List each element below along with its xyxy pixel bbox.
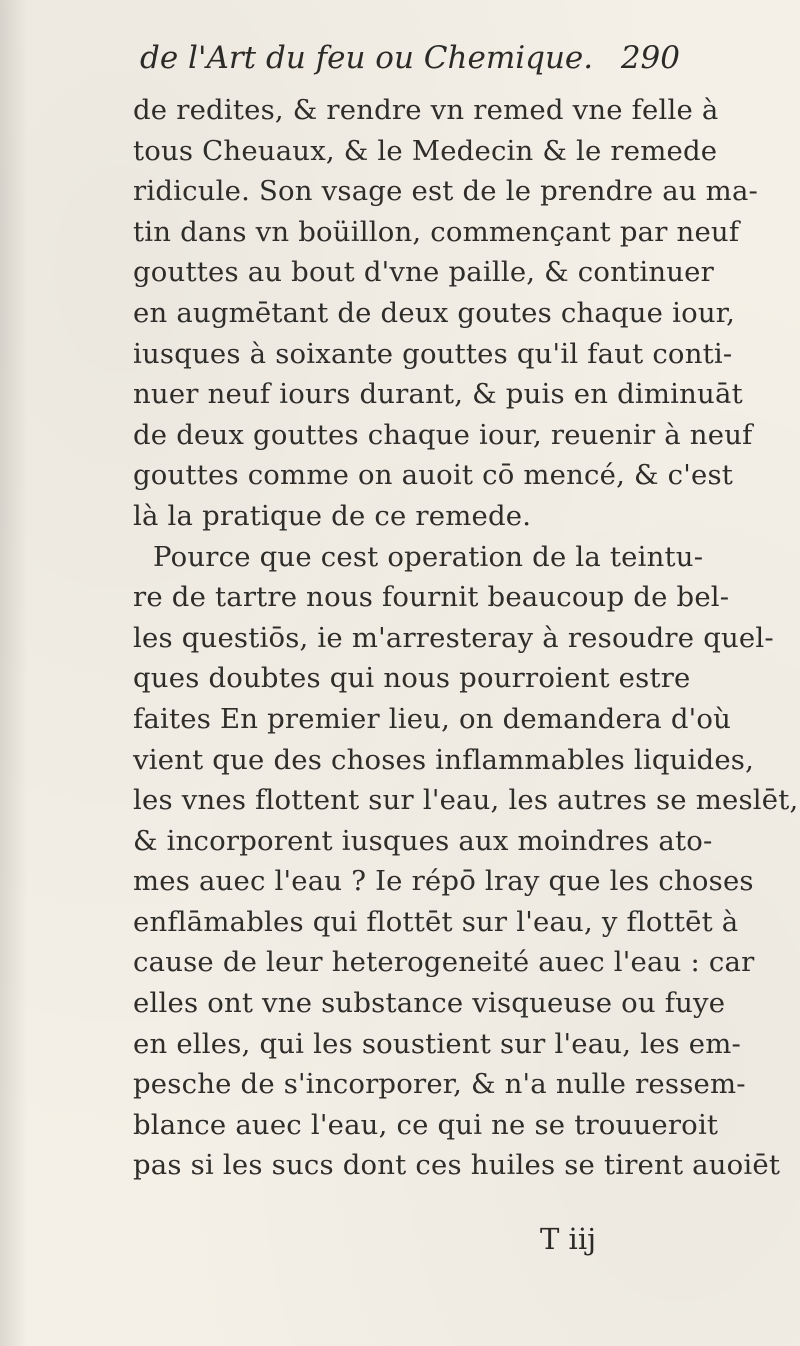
text-line: en elles, qui les soustient sur l'eau, les em-: [133, 1027, 742, 1060]
text-line: iusques à soixante gouttes qu'il faut conti-: [133, 337, 733, 370]
text-line: cause de leur heterogeneité auec l'eau : car: [133, 946, 755, 979]
text-line: tous Cheuaux, & le Medecin & le remede: [133, 134, 718, 167]
text-line: nuer neuf iours durant, & puis en diminuāt: [133, 378, 743, 411]
text-line: blance auec l'eau, ce qui ne se trouueroit: [133, 1108, 719, 1141]
text-line: vient que des choses inflammables liquides,: [133, 743, 755, 776]
text-line: Pource que cest operation de la teintu-: [153, 540, 704, 573]
text-line: mes auec l'eau ? Ie répō lray que les choses: [133, 865, 754, 898]
text-line: gouttes comme on auoit cō mencé, & c'est: [133, 459, 734, 492]
running-title: de l'Art du feu ou Chemique.: [140, 40, 594, 76]
text-line: re de tartre nous fournit beaucoup de bel-: [133, 581, 730, 614]
page-number: 290: [620, 40, 680, 76]
binding-gutter-shadow: [0, 0, 28, 1346]
text-line: gouttes au bout d'vne paille, & continuer: [133, 256, 714, 289]
text-line: faites En premier lieu, on demandera d'où: [133, 702, 732, 735]
text-line: tin dans vn boüillon, commençant par neuf: [133, 215, 740, 248]
text-line: pas si les sucs dont ces huiles se tirent auoiēt: [133, 1149, 781, 1182]
text-line: ques doubtes qui nous pourroient estre: [133, 662, 691, 695]
text-line: là la pratique de ce remede.: [133, 499, 532, 532]
text-line: les questiōs, ie m'arresteray à resoudre quel-: [133, 621, 774, 654]
text-line: enflāmables qui flottēt sur l'eau, y flottēt à: [133, 905, 739, 938]
text-line: elles ont vne substance visqueuse ou fuye: [133, 987, 726, 1020]
text-line: de deux gouttes chaque iour, reuenir à neuf: [133, 418, 753, 451]
text-line: de redites, & rendre vn remed vne felle à: [133, 94, 719, 126]
body-text: [133, 90, 799, 1186]
text-line: en augmētant de deux goutes chaque iour,: [133, 296, 736, 329]
text-line: pesche de s'incorporer, & n'a nulle ressem-: [133, 1068, 746, 1101]
signature-mark: T iij: [540, 1222, 597, 1256]
text-line: les vnes flottent sur l'eau, les autres se meslēt,: [133, 784, 799, 817]
page-header: [140, 40, 680, 90]
text-line: & incorporent iusques aux moindres ato-: [133, 824, 713, 857]
text-line: ridicule. Son vsage est de le prendre au ma-: [133, 175, 759, 208]
